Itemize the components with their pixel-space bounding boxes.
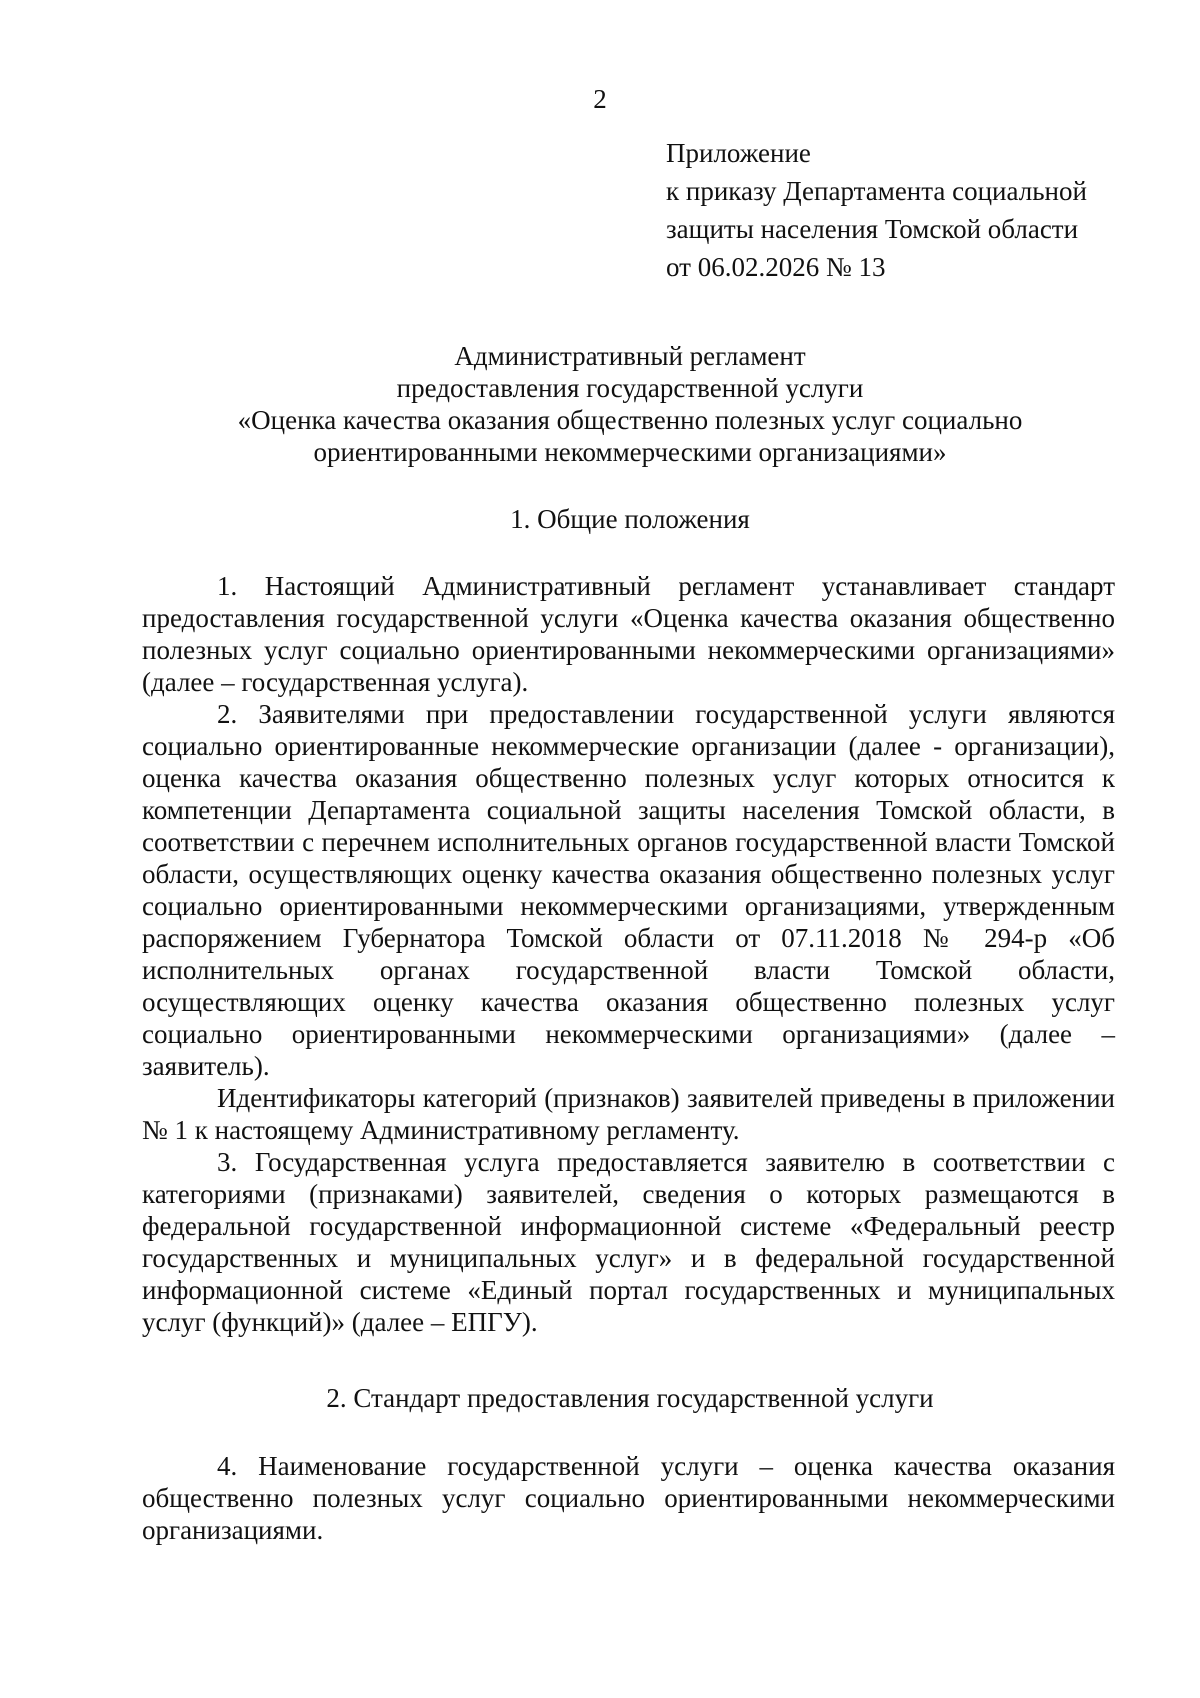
section-2-heading: 2. Стандарт предоставления государственной услуги (326, 1383, 934, 1413)
title-line: ориентированными некоммерческими организациями» (313, 437, 947, 467)
paragraph-4: 4. Наименование государственной услуги – оценка качества оказания общественно полезных услуг социально ориентированными некоммерческими организациями. (142, 1451, 1115, 1545)
appendix-line: Приложение (666, 138, 811, 168)
appendix-line: защиты населения Томской области (666, 214, 1079, 244)
page-number: 2 (593, 84, 607, 114)
title-line: «Оценка качества оказания общественно полезных услуг социально (237, 405, 1023, 435)
appendix-line: к приказу Департамента социальной (666, 176, 1087, 206)
title-line: предоставления государственной услуги (396, 373, 864, 403)
title-line: Административный регламент (454, 341, 806, 371)
document-title (130, 340, 1130, 468)
section-2-body (142, 1450, 1115, 1546)
section-1-heading: 1. Общие положения (510, 504, 750, 534)
paragraph-1: 1. Настоящий Административный регламент устанавливает стандарт предоставления государственной услуги «Оценка качества оказания общественно полезных услуг социально ориентированными некоммерческими организациями» (далее – государственная услуга). (142, 571, 1115, 697)
section-1-body (142, 570, 1115, 1338)
paragraph-2: 2. Заявителями при предоставлении государственной услуги являются социально ориентированные некоммерческие организации (далее - организации), оценка качества оказания общественно полезных услуг которых относится к компетенции Департамента социальной защиты населения Томской области, в соответствии с перечнем исполнительных органов государственной власти Томской области, осуществляющих оценку качества оказания общественно полезных услуг социально ориентированными некоммерческими организациями, утвержденным распоряжением Губернатора Томской области от 07.11.2018 № 294-р «Об исполнительных органах государственной власти Томской области, осуществляющих оценку качества оказания общественно полезных услуг социально ориентированными некоммерческими организациями» (далее – заявитель). (142, 699, 1115, 1081)
appendix-block (666, 134, 1186, 286)
appendix-line: от 06.02.2026 № 13 (666, 252, 886, 282)
paragraph-3: 3. Государственная услуга предоставляется заявителю в соответствии с категориями (признаками) заявителей, сведения о которых размещаются в федеральной государственной информационной системе «Федеральный реестр государственных и муниципальных услуг» и в федеральной государственной информационной системе «Единый портал государственных и муниципальных услуг (функций)» (далее – ЕПГУ). (142, 1147, 1115, 1337)
paragraph-identifiers: Идентификаторы категорий (признаков) заявителей приведены в приложении № 1 к настоящему Административному регламенту. (142, 1083, 1115, 1145)
